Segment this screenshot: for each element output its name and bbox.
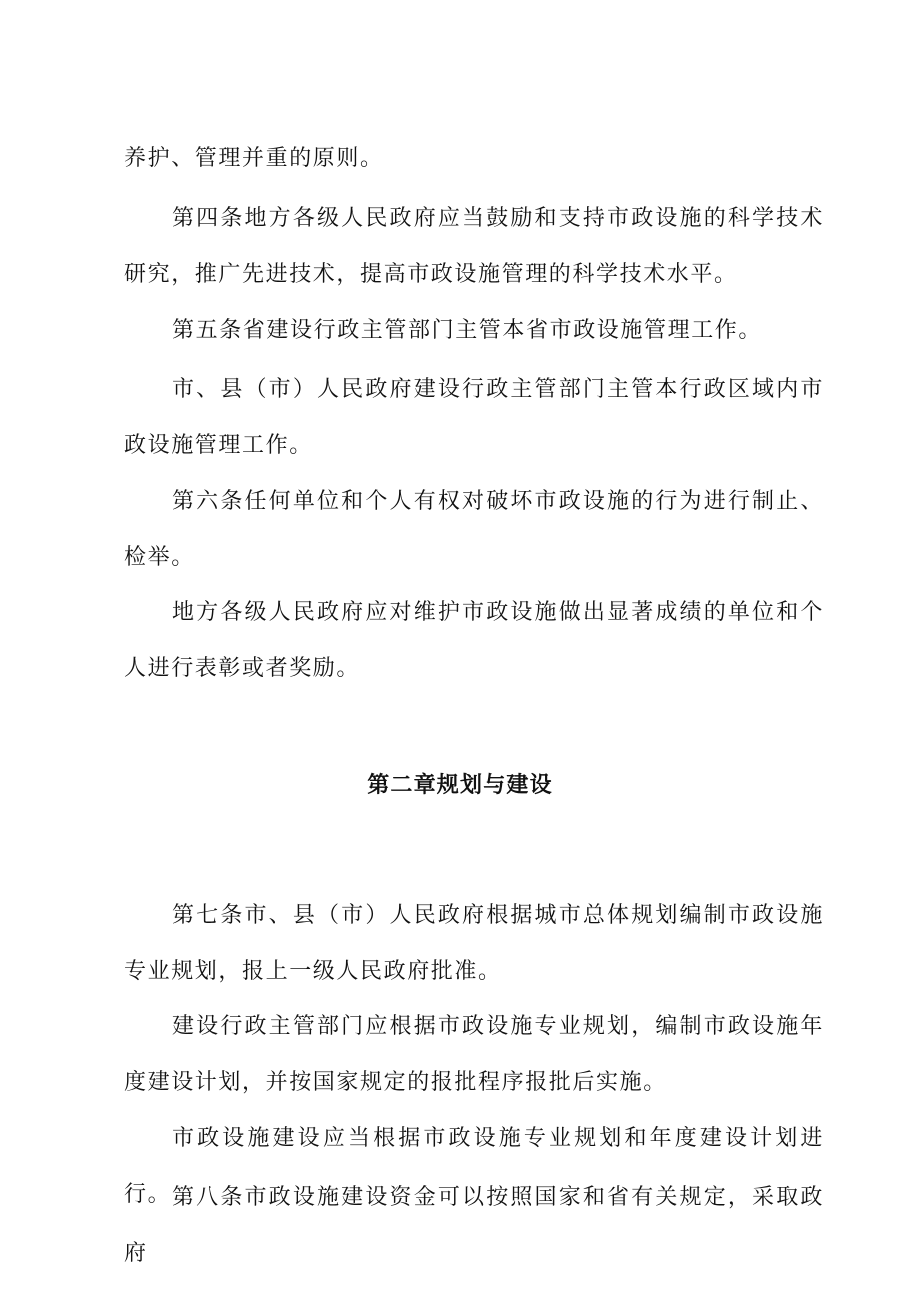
paragraph-article-6: 第六条任何单位和个人有权对破坏市政设施的行为进行制止、检举。 [124,489,824,570]
paragraph-article-5-cont: 市、县（市）人民政府建设行政主管部门主管本行政区域内市政设施管理工作。 [124,377,824,458]
paragraph-continuation: 养护、管理并重的原则。 [124,146,384,171]
paragraph-article-4: 第四条地方各级人民政府应当鼓励和支持市政设施的科学技术研究，推广先进技术，提高市政设施管理的科学技术水平。 [124,206,824,287]
paragraph-article-7: 第七条市、县（市）人民政府根据城市总体规划编制市政设施专业规划，报上一级人民政府批准。 [124,903,824,984]
paragraph-article-5: 第五条省建设行政主管部门主管本省市政设施管理工作。 [172,318,763,343]
chapter-heading: 第二章规划与建设 [367,772,553,798]
paragraph-article-8: 第八条市政设施建设资金可以按照国家和省有关规定，采取政府 [124,1185,824,1266]
paragraph-article-7-cont-2: 市政设施建设应当根据市政设施专业规划和年度建设计划进行。 [124,1126,824,1207]
paragraph-article-6-cont: 地方各级人民政府应对维护市政设施做出显著成绩的单位和个人进行表彰或者奖励。 [124,600,824,681]
paragraph-article-7-cont: 建设行政主管部门应根据市政设施专业规划，编制市政设施年度建设计划，并按国家规定的报批程序报批后实施。 [124,1014,824,1095]
